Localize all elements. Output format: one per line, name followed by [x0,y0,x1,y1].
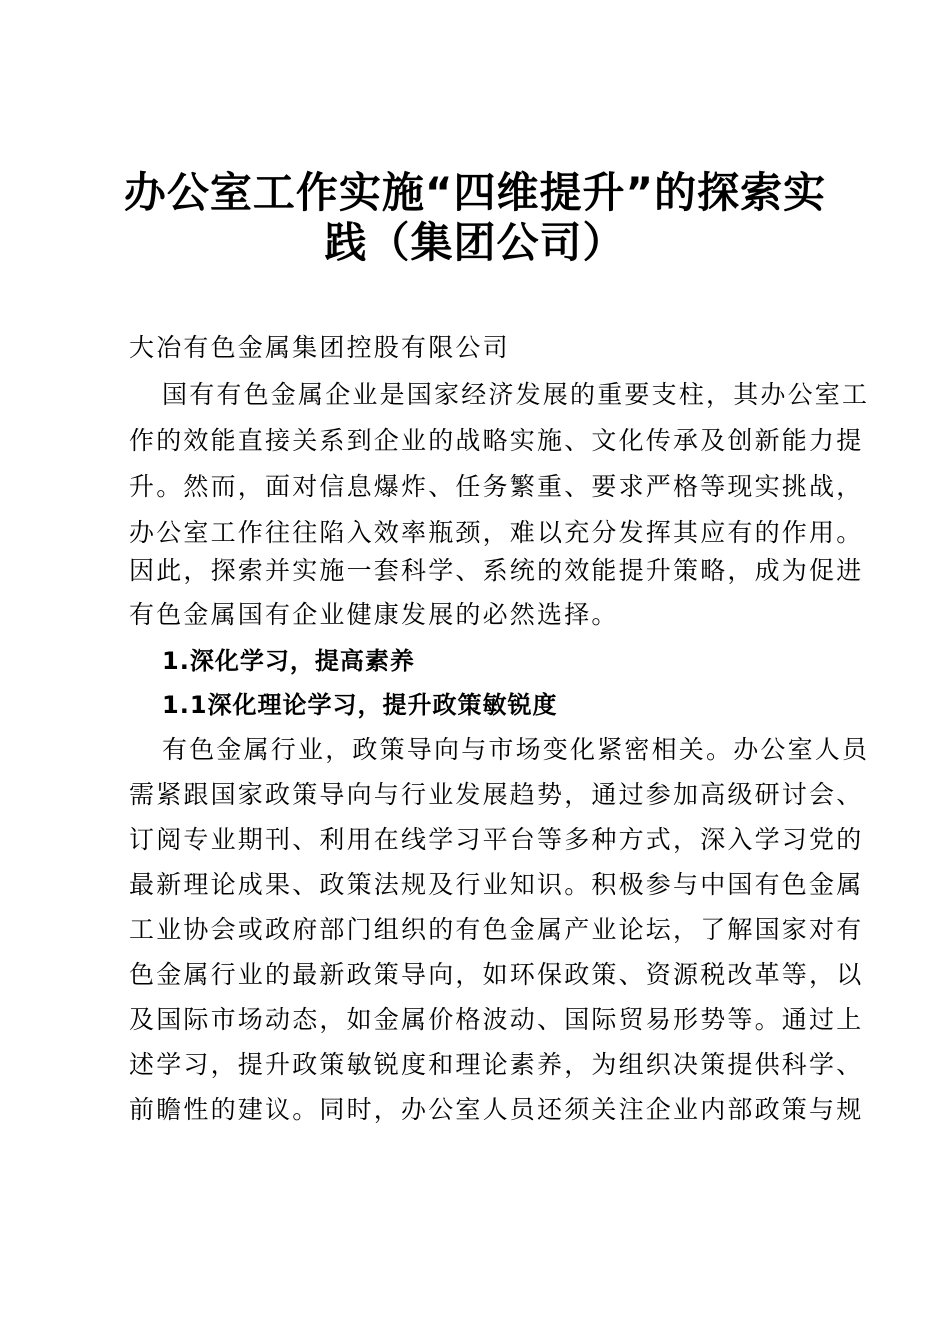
body-paragraph-line: 订阅专业期刊、利用在线学习平台等多种方式，深入学习党的 [129,825,864,854]
author-organization: 大冶有色金属集团控股有限公司 [129,333,510,362]
intro-paragraph-line: 有色金属国有企业健康发展的必然选择。 [129,600,619,629]
intro-paragraph-line: 办公室工作往往陷入效率瓶颈，难以充分发挥其应有的作用。 [129,518,864,547]
body-paragraph-line: 最新理论成果、政策法规及行业知识。积极参与中国有色金属 [129,870,864,899]
body-paragraph-line: 有色金属行业，政策导向与市场变化紧密相关。办公室人员 [162,735,870,764]
intro-paragraph-line: 作的效能直接关系到企业的战略实施、文化传承及创新能力提 [129,426,864,455]
document-title-line-1: 办公室工作实施“四维提升”的探索实 [123,168,827,217]
document-title-line-2: 践（集团公司） [324,218,626,267]
body-paragraph-line: 需紧跟国家政策导向与行业发展趋势，通过参加高级研讨会、 [129,780,864,809]
intro-paragraph-line: 因此，探索并实施一套科学、系统的效能提升策略，成为促进 [129,556,864,585]
section-heading-1-1: 1.1深化理论学习，提升政策敏锐度 [162,691,558,719]
body-paragraph-line: 工业协会或政府部门组织的有色金属产业论坛，了解国家对有 [129,915,864,944]
section-heading-1: 1.深化学习，提高素养 [162,647,415,675]
body-paragraph-line: 前瞻性的建议。同时，办公室人员还须关注企业内部政策与规 [129,1095,864,1124]
intro-paragraph-line: 国有有色金属企业是国家经济发展的重要支柱，其办公室工 [162,380,870,409]
body-paragraph-line: 述学习，提升政策敏锐度和理论素养，为组织决策提供科学、 [129,1050,864,1079]
body-paragraph-line: 及国际市场动态，如金属价格波动、国际贸易形势等。通过上 [129,1005,864,1034]
intro-paragraph-line: 升。然而，面对信息爆炸、任务繁重、要求严格等现实挑战， [129,472,864,501]
body-paragraph-line: 色金属行业的最新政策导向，如环保政策、资源税改革等，以 [129,960,864,989]
